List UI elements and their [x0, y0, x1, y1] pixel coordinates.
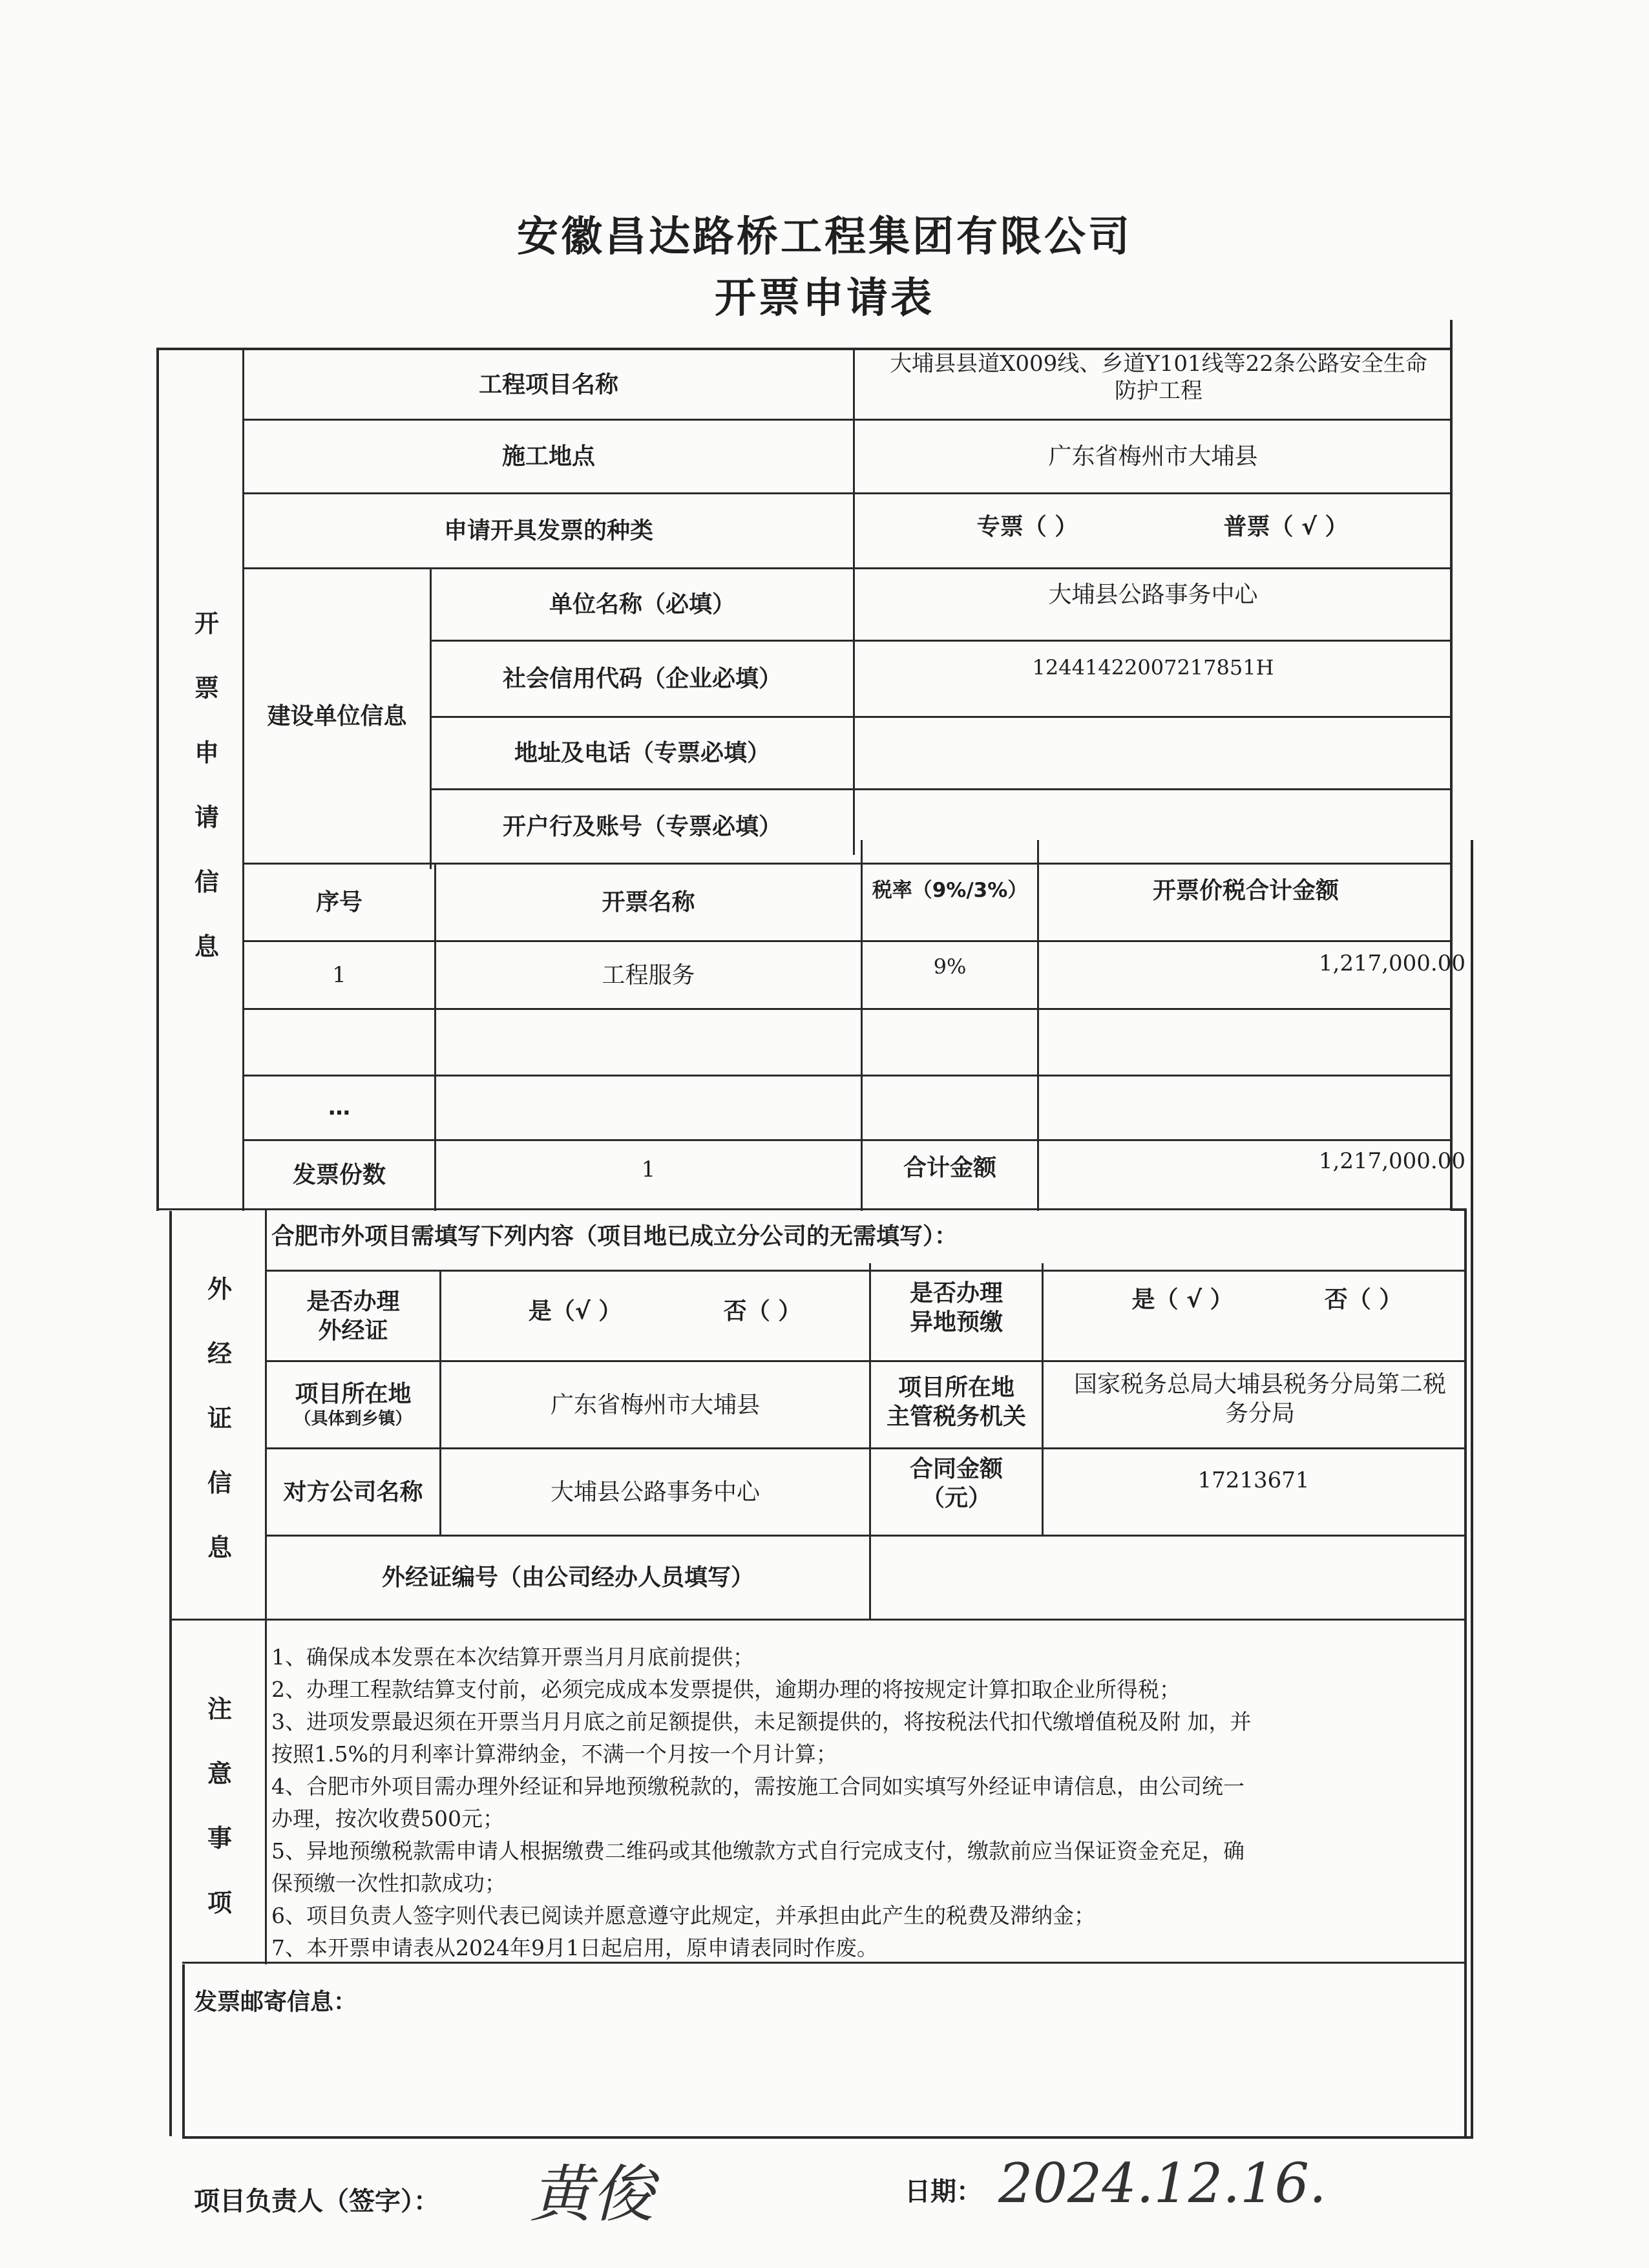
note-line: 5、异地预缴税款需申请人根据缴费二维码或其他缴款方式自行完成支付，缴款前应当保证资金充足，确 — [271, 1838, 1245, 1864]
unit-name-value: 大埔县公路事务中心 — [1048, 581, 1258, 608]
frame-left-mid — [169, 1211, 172, 2136]
contract-amount-value: 17213671 — [1197, 1467, 1310, 1493]
cert-yes-check: 是（√ ） — [528, 1297, 622, 1325]
notes-side-label: 注 意 事 项 — [207, 1695, 232, 1917]
location-label: 项目所在地 （具体到乡镇） — [294, 1381, 412, 1429]
total-amount-value: 1,217,000.00 — [1318, 1148, 1465, 1174]
note-line: 2、办理工程款结算支付前，必须完成成本发票提供，逾期办理的将按规定计算扣取企业所得税； — [271, 1677, 1181, 1702]
invoice-type-label: 申请开具发票的种类 — [443, 518, 653, 544]
table-row-seq — [244, 1010, 434, 1075]
table-row-rate: 9% — [933, 954, 967, 979]
cert-label: 是否办理 外经证 — [306, 1288, 400, 1344]
total-amount-label: 合计金额 — [903, 1154, 996, 1181]
col-name-header: 开票名称 — [602, 889, 695, 916]
counterparty-value: 大埔县公路事务中心 — [550, 1478, 760, 1506]
table-row-name: 工程服务 — [602, 961, 695, 989]
note-line: 保预缴一次性扣款成功； — [271, 1871, 506, 1896]
col-seq-header: 序号 — [315, 889, 362, 916]
invoice-count-label: 发票份数 — [292, 1161, 386, 1188]
address-phone-label: 地址及电话（专票必填） — [514, 740, 770, 766]
prepay-yes-check: 是（ √ ） — [1131, 1286, 1234, 1313]
date-label: 日期： — [905, 2177, 982, 2207]
note-line: 按照1.5%的月利率计算滞纳金，不满一个月按一个月计算； — [271, 1741, 837, 1767]
invoice-count-value: 1 — [641, 1156, 656, 1182]
note-line: 4、合肥市外项目需办理外经证和异地预缴税款的，需按施工合同如实填写外经证申请信息，由公司统一 — [271, 1774, 1245, 1799]
location-value: 广东省梅州市大埔县 — [550, 1391, 760, 1418]
table-row-seq: 1 — [332, 961, 346, 988]
section-line-2 — [169, 1619, 1465, 1621]
notes-list — [271, 1641, 1473, 1964]
project-name-label: 工程项目名称 — [478, 371, 618, 398]
cert-no-check: 否（ ） — [723, 1297, 802, 1325]
table-row-seq-ellipsis: … — [328, 1095, 350, 1121]
site-label: 施工地点 — [501, 443, 595, 470]
col-amount-header: 开票价税合计金额 — [1152, 877, 1339, 904]
counterparty-label: 对方公司名称 — [283, 1478, 423, 1506]
manager-signature: 黄俊 — [530, 2158, 654, 2231]
section-line-1 — [156, 1208, 1453, 1210]
contract-amount-label: 合同金额 （元） — [909, 1456, 1003, 1511]
frame-left-top — [156, 348, 159, 1211]
date-value: 2024.12.16. — [998, 2152, 1327, 2215]
credit-code-value: 12441422007217851H — [1032, 655, 1274, 680]
form-title: 开票申请表 — [715, 275, 934, 322]
cert-number-label: 外经证编号（由公司经办人员填写） — [381, 1564, 754, 1591]
external-instruction: 合肥市外项目需填写下列内容（项目地已成立分公司的无需填写）： — [271, 1223, 958, 1250]
frame-bottom — [182, 2136, 1473, 2139]
table-row-amount: 1,217,000.00 — [1318, 950, 1465, 976]
side-divider-3 — [265, 1621, 267, 1964]
bank-account-label: 开户行及账号（专票必填） — [502, 813, 782, 840]
frame-left-bottom — [182, 1964, 185, 2139]
normal-ticket-check: 普票（ √ ） — [1223, 513, 1349, 540]
note-line: 3、进项发票最迟须在开票当月月底之前足额提供，未足额提供的，将按税法代扣代缴增值税及附 加，并 — [271, 1709, 1252, 1734]
external-side-label: 外 经 证 信 息 — [207, 1275, 232, 1562]
credit-code-label: 社会信用代码（企业必填） — [502, 666, 782, 692]
note-line: 办理，按次收费500元； — [271, 1806, 504, 1831]
project-name-value: 大埔县县道X009线、乡道Y101线等22条公路安全生命 防护工程 — [890, 350, 1427, 404]
site-value: 广东省梅州市大埔县 — [1048, 443, 1258, 470]
tax-office-value: 国家税务总局大埔县税务分局第二税 务分局 — [1073, 1371, 1446, 1427]
unit-name-label: 单位名称（必填） — [549, 591, 735, 618]
col-rate-header: 税率（9%/3%） — [872, 879, 1028, 903]
special-ticket-check: 专票（ ） — [976, 513, 1078, 540]
tax-office-label: 项目所在地 主管税务机关 — [886, 1374, 1026, 1430]
prepay-label: 是否办理 异地预缴 — [909, 1279, 1003, 1336]
builder-info-label: 建设单位信息 — [267, 702, 407, 730]
prepay-no-check: 否（ ） — [1324, 1286, 1403, 1313]
note-line: 6、项目负责人签字则代表已阅读并愿意遵守此规定，并承担由此产生的税费及滞纳金； — [271, 1903, 1095, 1928]
note-line: 1、确保成本发票在本次结算开票当月月底前提供； — [271, 1644, 754, 1670]
note-line: 7、本开票申请表从2024年9月1日起启用，原申请表同时作废。 — [271, 1935, 878, 1960]
mailing-info-label: 发票邮寄信息： — [194, 1989, 357, 2015]
invoice-side-label: 开 票 申 请 信 息 — [194, 609, 219, 961]
manager-signature-label: 项目负责人（签字）： — [194, 2187, 439, 2216]
company-name: 安徽昌达路桥工程集团有限公司 — [517, 213, 1132, 261]
